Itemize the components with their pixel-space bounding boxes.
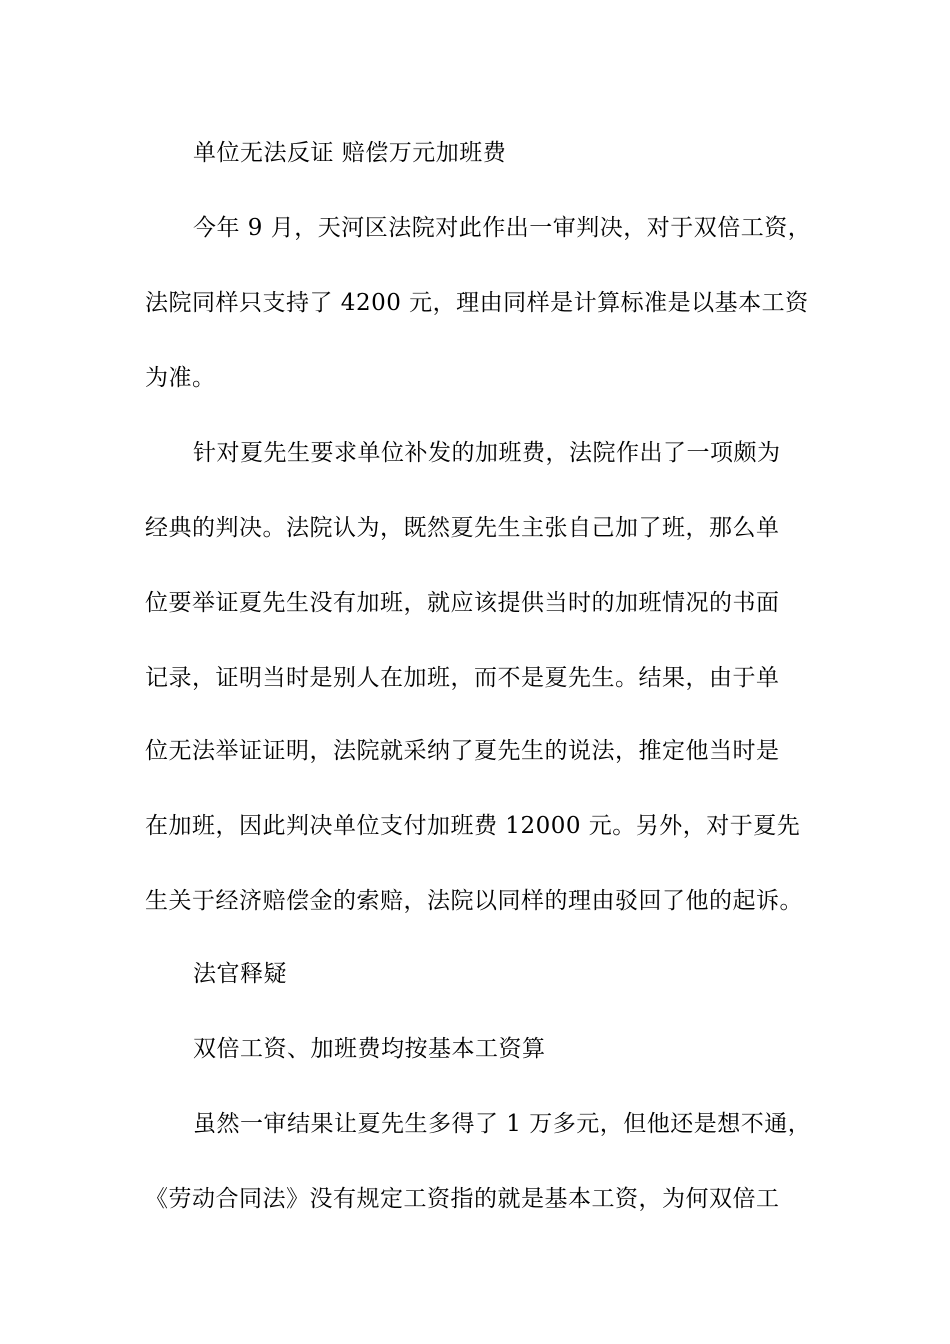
paragraph-2-line-2: 经典的判决。法院认为，既然夏先生主张自己加了班，那么单: [145, 515, 780, 541]
paragraph-1-line-1: 今年 9 月，天河区法院对此作出一审判决，对于双倍工资，: [193, 215, 812, 241]
paragraph-2-line-1: 针对夏先生要求单位补发的加班费，法院作出了一项颇为: [193, 440, 781, 466]
paragraph-1-line-2: 法院同样只支持了 4200 元，理由同样是计算标准是以基本工资: [145, 290, 809, 316]
section-heading-1: 单位无法反证 赔偿万元加班费: [193, 140, 507, 166]
section-heading-3: 双倍工资、加班费均按基本工资算: [193, 1036, 546, 1062]
paragraph-1-line-3: 为准。: [145, 365, 216, 391]
paragraph-2-line-4: 记录，证明当时是别人在加班，而不是夏先生。结果，由于单: [145, 665, 780, 691]
section-heading-2: 法官释疑: [193, 961, 287, 987]
paragraph-3-line-2: 《劳动合同法》没有规定工资指的就是基本工资，为何双倍工: [145, 1186, 780, 1212]
paragraph-2-line-7: 生关于经济赔偿金的索赔，法院以同样的理由驳回了他的起诉。: [145, 888, 803, 914]
paragraph-2-line-5: 位无法举证证明，法院就采纳了夏先生的说法，推定他当时是: [145, 738, 780, 764]
paragraph-3-line-1: 虽然一审结果让夏先生多得了 1 万多元，但他还是想不通，: [193, 1111, 812, 1137]
paragraph-2-line-6: 在加班，因此判决单位支付加班费 12000 元。另外，对于夏先: [145, 813, 801, 839]
paragraph-2-line-3: 位要举证夏先生没有加班，就应该提供当时的加班情况的书面: [145, 590, 780, 616]
